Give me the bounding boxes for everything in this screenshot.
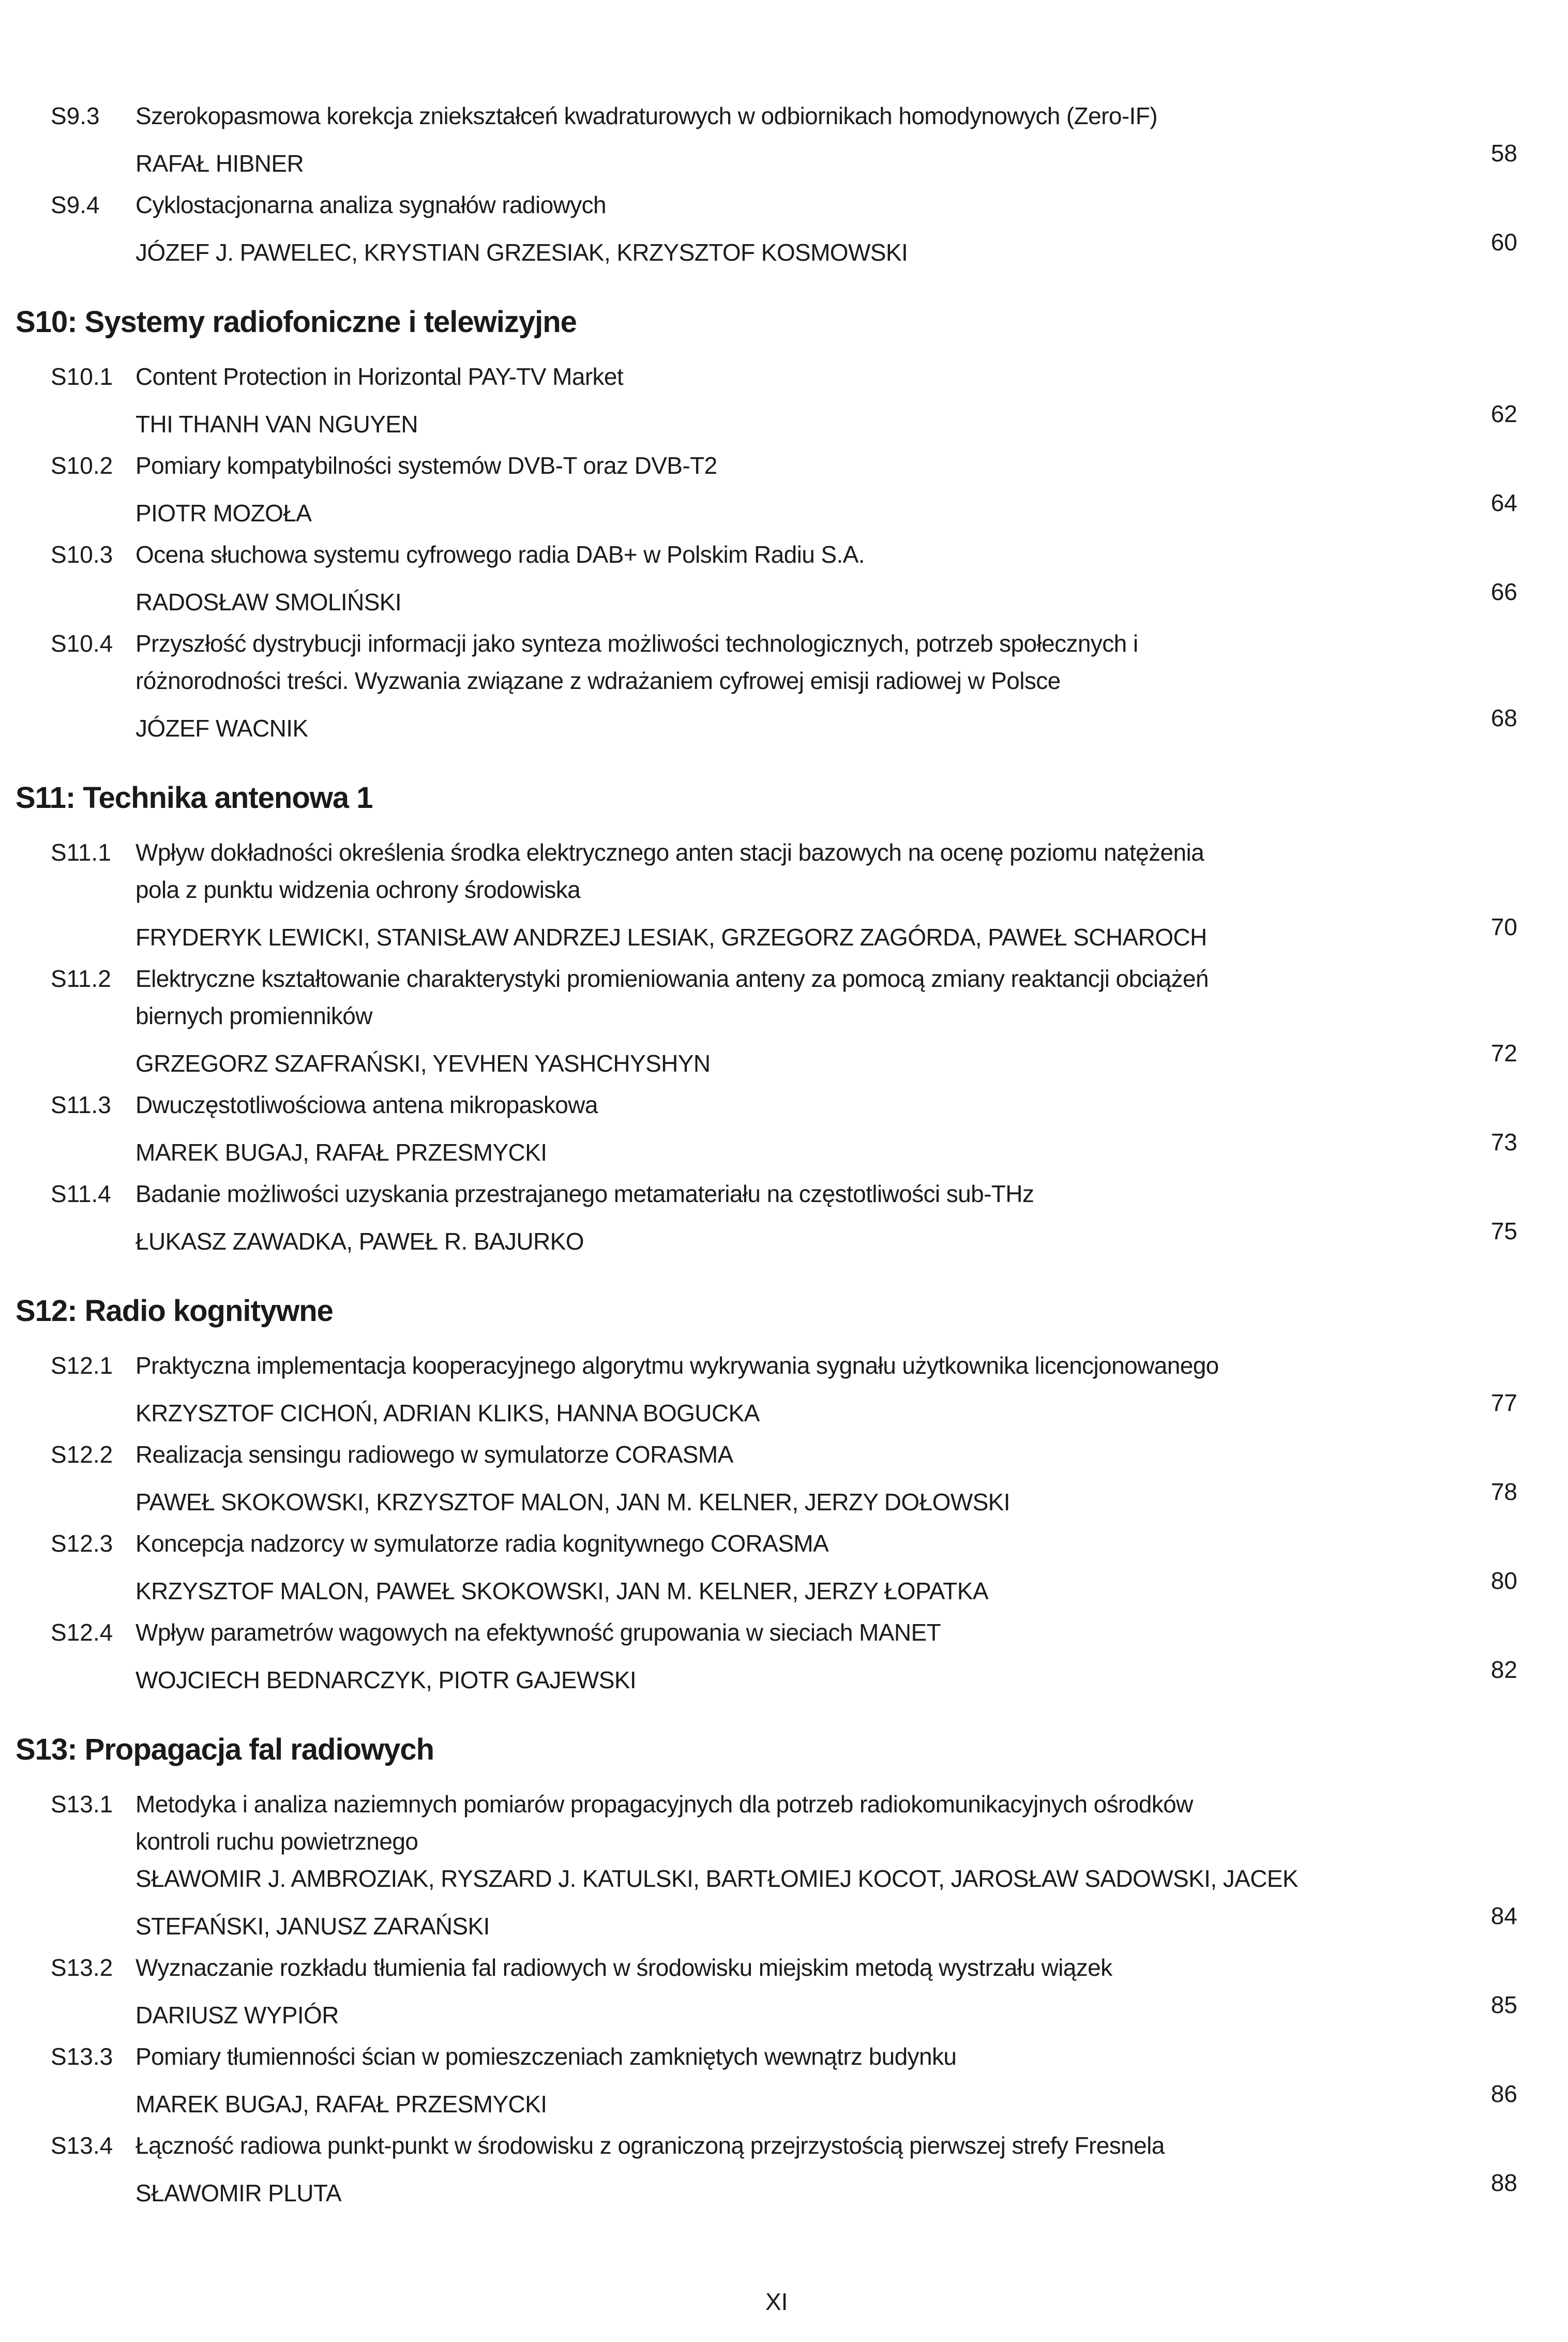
dot-leader bbox=[720, 1034, 1377, 1072]
entry-page-number: 85 bbox=[1490, 1991, 1517, 2018]
toc-entry[interactable] bbox=[0, 1436, 1568, 1515]
entry-authors: SŁAWOMIR J. AMBROZIAK, RYSZARD J. KATULSKI, BARTŁOMIEJ KOCOT, JAROSŁAW SADOWSKI, JACEK bbox=[135, 1865, 1298, 1892]
entry-title: Dwuczęstotliwościowa antena mikropaskowa bbox=[135, 1091, 598, 1118]
entry-title: kontroli ruchu powietrznego bbox=[135, 1828, 418, 1855]
toc-entry[interactable] bbox=[0, 447, 1568, 527]
entry-number: S11.2 bbox=[51, 965, 111, 992]
dot-leader bbox=[1020, 1473, 1377, 1510]
page-number-footer: XI bbox=[765, 2288, 788, 2315]
section-heading: S13: Propagacja fal radiowych bbox=[16, 1733, 434, 1766]
entry-authors: KRZYSZTOF MALON, PAWEŁ SKOKOWSKI, JAN M. KELNER, JERZY ŁOPATKA bbox=[135, 1578, 988, 1604]
entry-title: Badanie możliwości uzyskania przestrajanego metamateriału na częstotliwości sub-THz bbox=[135, 1180, 1034, 1207]
entry-authors: RAFAŁ HIBNER bbox=[135, 150, 304, 177]
entry-number: S10.1 bbox=[51, 363, 113, 390]
toc-entry[interactable] bbox=[0, 1785, 1568, 1940]
dot-leader bbox=[594, 1212, 1377, 1250]
entry-page-number: 68 bbox=[1490, 704, 1517, 731]
entry-authors: PIOTR MOZOŁA bbox=[135, 500, 312, 527]
entry-authors: RADOSŁAW SMOLIŃSKI bbox=[135, 589, 402, 615]
entry-page-number: 66 bbox=[1490, 578, 1517, 605]
toc-section bbox=[0, 302, 1568, 742]
dot-leader bbox=[918, 223, 1377, 261]
table-of-contents bbox=[0, 97, 1568, 2216]
toc-entry[interactable] bbox=[0, 2127, 1568, 2206]
dot-leader bbox=[770, 1384, 1377, 1421]
toc-entry[interactable] bbox=[0, 358, 1568, 438]
entry-title: biernych promienników bbox=[135, 1002, 372, 1029]
entry-authors: GRZEGORZ SZAFRAŃSKI, YEVHEN YASHCHYSHYN bbox=[135, 1050, 711, 1077]
entry-page-number: 62 bbox=[1490, 400, 1517, 427]
entry-title: Elektryczne kształtowanie charakterystyki promieniowania anteny za pomocą zmiany reaktancji obciążeń bbox=[135, 965, 1209, 992]
entry-authors: JÓZEF J. PAWELEC, KRYSTIAN GRZESIAK, KRZYSZTOF KOSMOWSKI bbox=[135, 239, 908, 266]
entry-page-number: 77 bbox=[1490, 1389, 1517, 1416]
entry-page-number: 64 bbox=[1490, 489, 1517, 516]
section-heading: S10: Systemy radiofoniczne i telewizyjne bbox=[16, 305, 577, 339]
entry-number: S10.2 bbox=[51, 452, 113, 479]
entry-number: S10.4 bbox=[51, 630, 113, 657]
dot-leader bbox=[1217, 908, 1377, 945]
entry-number: S12.3 bbox=[51, 1530, 113, 1557]
entry-title: pola z punktu widzenia ochrony środowiska bbox=[135, 876, 581, 903]
toc-entry[interactable] bbox=[0, 1949, 1568, 2029]
entry-title: Cyklostacjonarna analiza sygnałów radiowych bbox=[135, 191, 607, 218]
dot-leader bbox=[349, 1986, 1377, 2023]
toc-entry[interactable] bbox=[0, 1614, 1568, 1693]
dot-leader bbox=[557, 1123, 1377, 1161]
entry-authors: STEFAŃSKI, JANUSZ ZARAŃSKI bbox=[135, 1913, 490, 1940]
section-heading: S12: Radio kognitywne bbox=[16, 1294, 333, 1328]
entry-number: S9.3 bbox=[51, 102, 100, 129]
entry-title: Metodyka i analiza naziemnych pomiarów propagacyjnych dla potrzeb radiokomunikacyjnych ośrodków bbox=[135, 1791, 1193, 1818]
toc-entry[interactable] bbox=[0, 536, 1568, 615]
toc-entry[interactable] bbox=[0, 1525, 1568, 1604]
entry-number: S12.4 bbox=[51, 1619, 113, 1646]
entry-authors: ŁUKASZ ZAWADKA, PAWEŁ R. BAJURKO bbox=[135, 1228, 584, 1255]
entry-number: S10.3 bbox=[51, 541, 113, 568]
entry-authors: PAWEŁ SKOKOWSKI, KRZYSZTOF MALON, JAN M. KELNER, JERZY DOŁOWSKI bbox=[135, 1489, 1010, 1515]
dot-leader bbox=[314, 134, 1377, 172]
entry-number: S11.3 bbox=[51, 1091, 111, 1118]
toc-entry[interactable] bbox=[0, 1347, 1568, 1427]
entry-number: S13.1 bbox=[51, 1791, 113, 1818]
entry-title: Koncepcja nadzorcy w symulatorze radia kognitywnego CORASMA bbox=[135, 1530, 829, 1557]
entry-number: S13.4 bbox=[51, 2132, 113, 2159]
entry-title: Przyszłość dystrybucji informacji jako synteza możliwości technologicznych, potrzeb społecznych i bbox=[135, 630, 1138, 657]
entry-page-number: 58 bbox=[1490, 140, 1517, 167]
entry-title: Praktyczna implementacja kooperacyjnego algorytmu wykrywania sygnału użytkownika licencjonowanego bbox=[135, 1352, 1219, 1379]
toc-entry[interactable] bbox=[0, 834, 1568, 951]
entry-authors: DARIUSZ WYPIÓR bbox=[135, 2002, 339, 2029]
entry-authors: SŁAWOMIR PLUTA bbox=[135, 2180, 341, 2206]
toc-section bbox=[0, 1290, 1568, 1693]
entry-title: Realizacja sensingu radiowego w symulatorze CORASMA bbox=[135, 1441, 733, 1468]
entry-title: Łączność radiowa punkt-punkt w środowisku z ograniczoną przejrzystością pierwszej strefy Fresnela bbox=[135, 2132, 1165, 2159]
entry-title: Wpływ parametrów wagowych na efektywność grupowania w sieciach MANET bbox=[135, 1619, 941, 1646]
toc-entry[interactable] bbox=[0, 97, 1568, 177]
entry-page-number: 78 bbox=[1490, 1478, 1517, 1505]
entry-authors: JÓZEF WACNIK bbox=[135, 715, 308, 742]
entry-page-number: 84 bbox=[1490, 1902, 1517, 1929]
entry-page-number: 72 bbox=[1490, 1040, 1517, 1067]
entry-page-number: 80 bbox=[1490, 1567, 1517, 1594]
entry-authors: MAREK BUGAJ, RAFAŁ PRZESMYCKI bbox=[135, 2091, 547, 2118]
dot-leader bbox=[412, 573, 1377, 610]
entry-title: Ocena słuchowa systemu cyfrowego radia DAB+ w Polskim Radiu S.A. bbox=[135, 541, 865, 568]
toc-entry[interactable] bbox=[0, 2038, 1568, 2118]
dot-leader bbox=[428, 395, 1377, 432]
dot-leader bbox=[999, 1562, 1377, 1599]
entry-title: różnorodności treści. Wyzwania związane z wdrażaniem cyfrowej emisji radiowej w Polsce bbox=[135, 667, 1061, 694]
entry-number: S12.1 bbox=[51, 1352, 113, 1379]
entry-page-number: 75 bbox=[1490, 1218, 1517, 1244]
entry-page-number: 88 bbox=[1490, 2169, 1517, 2196]
entry-authors: KRZYSZTOF CICHOŃ, ADRIAN KLIKS, HANNA BOGUCKA bbox=[135, 1400, 760, 1427]
entry-number: S13.3 bbox=[51, 2043, 113, 2070]
entry-page-number: 82 bbox=[1490, 1656, 1517, 1683]
dot-leader bbox=[557, 2075, 1377, 2112]
entry-authors: WOJCIECH BEDNARCZYK, PIOTR GAJEWSKI bbox=[135, 1667, 637, 1693]
entry-title: Content Protection in Horizontal PAY-TV Market bbox=[135, 363, 624, 390]
entry-title: Wpływ dokładności określenia środka elektrycznego anten stacji bazowych na ocenę poziomu natężenia bbox=[135, 839, 1204, 866]
entry-title: Pomiary tłumienności ścian w pomieszczeniach zamkniętych wewnątrz budynku bbox=[135, 2043, 957, 2070]
entry-title: Pomiary kompatybilności systemów DVB-T oraz DVB-T2 bbox=[135, 452, 717, 479]
dot-leader bbox=[319, 699, 1377, 737]
toc-entry[interactable] bbox=[0, 1086, 1568, 1166]
entry-authors: MAREK BUGAJ, RAFAŁ PRZESMYCKI bbox=[135, 1139, 547, 1166]
entry-page-number: 70 bbox=[1490, 913, 1517, 940]
entry-number: S13.2 bbox=[51, 1954, 113, 1981]
entry-page-number: 86 bbox=[1490, 2080, 1517, 2107]
toc-section bbox=[0, 97, 1568, 266]
entry-title: Wyznaczanie rozkładu tłumienia fal radiowych w środowisku miejskim metodą wystrzału wiązek bbox=[135, 1954, 1112, 1981]
entry-authors: THI THANH VAN NGUYEN bbox=[135, 411, 418, 438]
toc-entry[interactable] bbox=[0, 1175, 1568, 1255]
dot-leader bbox=[500, 1897, 1377, 1934]
dot-leader bbox=[352, 2164, 1377, 2201]
dot-leader bbox=[322, 484, 1377, 521]
entry-number: S11.1 bbox=[51, 839, 111, 866]
entry-page-number: 73 bbox=[1490, 1129, 1517, 1155]
toc-section bbox=[0, 1729, 1568, 2206]
entry-number: S12.2 bbox=[51, 1441, 113, 1468]
toc-entry[interactable] bbox=[0, 625, 1568, 742]
toc-entry[interactable] bbox=[0, 186, 1568, 266]
entry-title: Szerokopasmowa korekcja zniekształceń kwadraturowych w odbiornikach homodynowych (Zero-IF) bbox=[135, 102, 1157, 129]
section-heading: S11: Technika antenowa 1 bbox=[16, 781, 373, 815]
dot-leader bbox=[646, 1651, 1377, 1688]
toc-entry[interactable] bbox=[0, 960, 1568, 1077]
toc-section bbox=[0, 777, 1568, 1255]
entry-page-number: 60 bbox=[1490, 229, 1517, 256]
entry-number: S11.4 bbox=[51, 1180, 111, 1207]
entry-authors: FRYDERYK LEWICKI, STANISŁAW ANDRZEJ LESIAK, GRZEGORZ ZAGÓRDA, PAWEŁ SCHAROCH bbox=[135, 924, 1207, 951]
entry-number: S9.4 bbox=[51, 191, 100, 218]
